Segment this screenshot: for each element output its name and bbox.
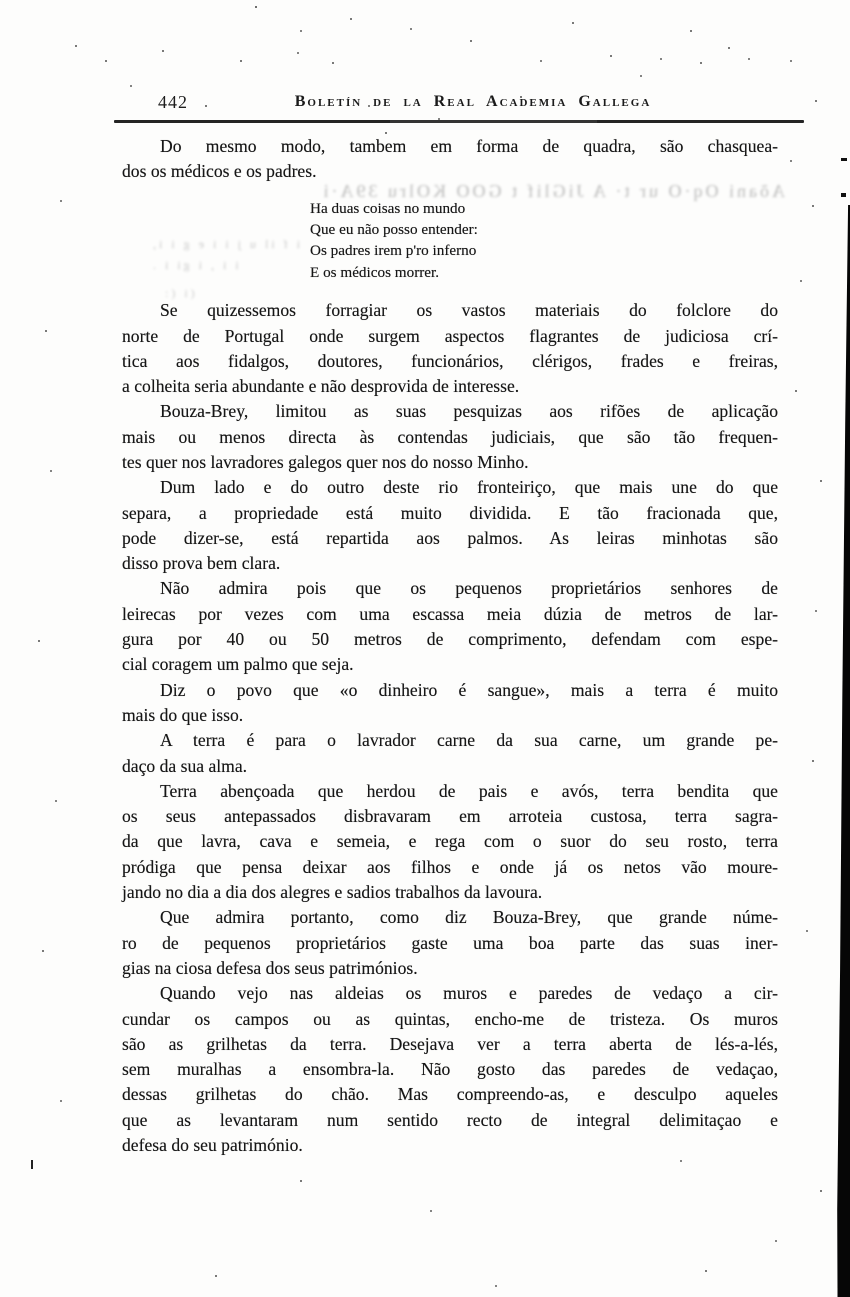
scan-edge-bar-artifact <box>834 205 850 1297</box>
text-line: são as grilhetas da terra. Desejava ver a terra aberta de lés-a-lés, <box>122 1033 778 1054</box>
bleedthrough-fragment: i i , i gi i . <box>150 258 239 272</box>
text-line: daço da sua alma. <box>122 755 248 776</box>
paragraph <box>122 134 778 185</box>
paragraph <box>122 576 778 677</box>
text-line: dos os médicos e os padres. <box>122 161 317 182</box>
paragraph <box>122 475 778 576</box>
verse-line: Que eu não posso entender: <box>310 221 478 238</box>
text-line: pode dizer-se, está repartida aos palmos. As leiras minhotas são <box>122 527 778 548</box>
paragraph <box>122 678 778 729</box>
bleedthrough-fragment: (i (: <box>162 286 195 300</box>
text-line: separa, a propriedade está muito dividida. E tão fracionada que, <box>122 502 778 523</box>
header-rule <box>114 120 804 123</box>
text-line: jando no dia a dia dos alegres e sadios trabalhos da lavoura. <box>122 882 543 903</box>
document-body <box>122 134 778 1158</box>
text-line: Se quizessemos forragiar os vastos materiais do folclore do <box>160 300 778 321</box>
text-line: gias na ciosa defesa dos seus patrimónios. <box>122 957 418 978</box>
text-line: Terra abençoada que herdou de pais e avós, terra bendita que <box>160 780 778 801</box>
text-line: mais ou menos directa às contendas judiciais, que são tão frequen- <box>122 426 778 447</box>
text-line: Não admira pois que os pequenos proprietários senhores de <box>160 578 778 599</box>
text-line: Quando vejo nas aldeias os muros e paredes de vedaço a cir- <box>160 983 778 1004</box>
paragraph <box>122 981 778 1158</box>
text-line: Diz o povo que «o dinheiro é sangue», mais a terra é muito <box>160 679 778 700</box>
text-line: Bouza-Brey, limitou as suas pesquizas aos rifões de aplicação <box>160 401 778 422</box>
journal-title: Boletín de la Real Academia Gallega <box>294 93 652 110</box>
paragraph <box>122 298 778 399</box>
verse-line: Os padres irem p'ro inferno <box>310 242 477 260</box>
scan-speck-artifact <box>31 1160 33 1169</box>
paragraph <box>122 399 778 475</box>
text-line: sem muralhas a ensombra-la. Não gosto das paredes de vedaçao, <box>122 1059 778 1080</box>
text-line: tica aos fidalgos, doutores, funcionários, clérigos, frades e freiras, <box>122 350 778 371</box>
page-number: 442 <box>158 92 188 112</box>
text-line: gura por 40 ou 50 metros de comprimento, defendam com espe- <box>122 629 778 650</box>
scan-speck-artifact <box>841 193 846 197</box>
text-line: disso prova bem clara. <box>122 553 281 574</box>
verse-line: Ha duas coisas no mundo <box>310 199 466 217</box>
verse-block <box>310 198 778 284</box>
paragraph <box>122 905 778 981</box>
text-line: Dum lado e do outro deste rio fronteiriço, que mais une do que <box>160 477 778 498</box>
text-line: norte de Portugal onde surgem aspectos flagrantes de judiciosa crí- <box>122 325 778 346</box>
text-line: da que lavra, cava e semeia, e rega com o suor do seu rosto, terra <box>122 831 778 852</box>
text-line: dessas grilhetas do chão. Mas compreendo-as, e desculpo aqueles <box>122 1084 778 1105</box>
text-line: defesa do seu património. <box>122 1135 303 1156</box>
text-line: A terra é para o lavrador carne da sua carne, um grande pe- <box>160 730 778 751</box>
text-line: Que admira portanto, como diz Bouza-Brey, que grande núme- <box>160 907 778 928</box>
text-line: ro de pequenos proprietários gaste uma boa parte das suas iner- <box>122 932 778 953</box>
text-line: Do mesmo modo, tambem em forma de quadra, são chasquea- <box>160 136 778 156</box>
text-line: cundar os campos ou as quintas, encho-me de tristeza. Os muros <box>122 1008 778 1029</box>
text-line: que as levantaram num sentido recto de integral delimitaçao e <box>122 1109 778 1130</box>
text-line: cial coragem um palmo que seja. <box>122 654 354 675</box>
bleedthrough-fragment: i f il u j i i e g i i, <box>150 237 300 251</box>
paragraph <box>122 728 778 779</box>
text-line: tes quer nos lavradores galegos quer nos do nosso Minho. <box>122 452 529 472</box>
text-line: mais do que isso. <box>122 704 244 725</box>
bleedthrough-text-artifact: Aõani Oq·O ur t· A JiGlif t GOO KOlru 39A·i <box>320 181 785 201</box>
page-header <box>122 92 778 118</box>
text-line: os seus antepassados disbravaram em arroteia custosa, terra sagra- <box>122 806 778 827</box>
scan-speck-artifact <box>841 158 847 161</box>
text-line: pródiga que pensa deixar aos filhos e onde já os netos vão moure- <box>122 856 778 877</box>
scan-noise-artifact <box>0 0 2 2</box>
paragraph <box>122 779 778 905</box>
verse-line: E os médicos morrer. <box>310 263 440 281</box>
text-line: leirecas por vezes com uma escassa meia dúzia de metros de lar- <box>122 603 778 624</box>
text-line: a colheita seria abundante e não desprovida de interesse. <box>122 376 520 397</box>
